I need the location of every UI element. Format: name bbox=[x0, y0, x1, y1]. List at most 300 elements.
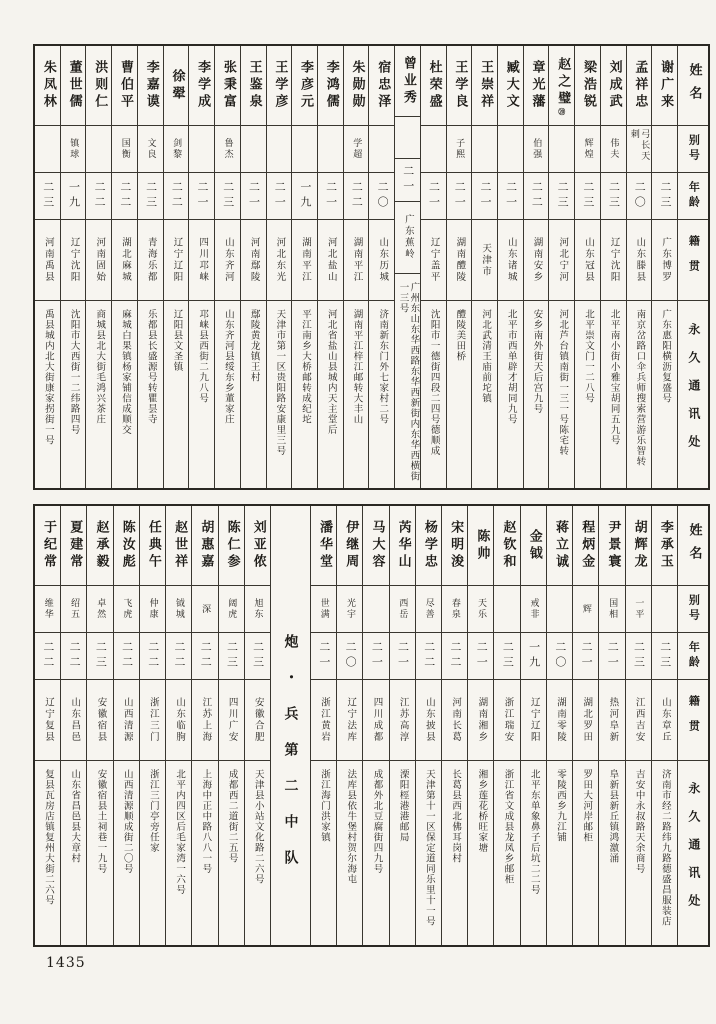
person-native-place: 山东章丘 bbox=[652, 679, 677, 760]
person-alias bbox=[494, 585, 519, 632]
person-column bbox=[389, 506, 415, 945]
person-native-place: 浙江三门 bbox=[140, 679, 165, 760]
person-native-place: 辽宁沈阳 bbox=[61, 219, 86, 300]
person-name: 臧大文 bbox=[503, 60, 519, 111]
person-age: 二三 bbox=[245, 632, 270, 679]
person-alias: 学超 bbox=[344, 125, 369, 172]
person-address: 成都西二道街二五号 bbox=[219, 760, 244, 945]
person-native-place: 山东历城 bbox=[369, 219, 394, 300]
person-name: 程炳金 bbox=[579, 520, 595, 571]
column-header-address: 永久通讯处 bbox=[678, 300, 708, 488]
person-alias: 辉煌 bbox=[575, 125, 600, 172]
person-alias: 维华 bbox=[35, 585, 60, 632]
person-alias: 国相 bbox=[599, 585, 624, 632]
person-alias: 春泉 bbox=[442, 585, 467, 632]
person-address: 复县瓦房店镇复州大街二六号 bbox=[35, 760, 60, 945]
footnote-mark: ⑳ bbox=[557, 107, 566, 115]
person-age: 二三 bbox=[575, 172, 600, 219]
person-address: 醴陵美田桥 bbox=[447, 300, 472, 488]
person-address: 零陵西乡九江铺 bbox=[547, 760, 572, 945]
person-address: 安徽宿县土祠巷一九号 bbox=[87, 760, 112, 945]
person-name: 章光藩 bbox=[529, 60, 545, 111]
person-alias bbox=[267, 125, 292, 172]
person-alias: 旭东 bbox=[245, 585, 270, 632]
person-age: 二〇 bbox=[369, 172, 394, 219]
person-column bbox=[266, 46, 292, 488]
column-header-alias: 别号 bbox=[678, 125, 708, 172]
person-name: 朱勋勋 bbox=[349, 60, 365, 111]
person-native-place: 四川广安 bbox=[219, 679, 244, 760]
person-address: 济南市经二路纬九路德盛昌服装店 bbox=[652, 760, 677, 945]
person-alias bbox=[35, 125, 60, 172]
person-address: 罗田大河岸邮柜 bbox=[573, 760, 598, 945]
person-column bbox=[60, 46, 86, 488]
person-column bbox=[139, 506, 165, 945]
person-name: 李彦元 bbox=[298, 60, 314, 111]
person-native-place: 山东滕县 bbox=[627, 219, 652, 300]
person-alias bbox=[292, 125, 317, 172]
person-address: 北平市西单辟才胡同九号 bbox=[498, 300, 523, 488]
person-name: 董世儒 bbox=[66, 60, 82, 111]
person-alias: 仲康 bbox=[140, 585, 165, 632]
person-column bbox=[394, 46, 420, 488]
person-name: 陈仁参 bbox=[224, 520, 240, 571]
person-column bbox=[651, 506, 677, 945]
person-name: 张秉富 bbox=[220, 60, 236, 111]
person-alias: 镇球 bbox=[61, 125, 86, 172]
person-address: 济南新东门外七家村二号 bbox=[369, 300, 394, 488]
person-column bbox=[85, 46, 111, 488]
person-native-place: 山西清源 bbox=[114, 679, 139, 760]
person-alias: 伟夫 bbox=[601, 125, 626, 172]
person-address: 天津第十一区保定道同乐里十一号 bbox=[416, 760, 441, 945]
person-address: 浙江省文成县龙凤乡邮柜 bbox=[494, 760, 519, 945]
person-native-place: 江苏上海 bbox=[192, 679, 217, 760]
header-column bbox=[677, 46, 708, 488]
person-age: 二三 bbox=[652, 632, 677, 679]
person-name: 潘华堂 bbox=[317, 520, 333, 571]
person-column bbox=[218, 506, 244, 945]
person-age: 二二 bbox=[524, 172, 549, 219]
person-age: 二二 bbox=[416, 632, 441, 679]
person-native-place: 山东临朐 bbox=[166, 679, 191, 760]
person-name: 李嘉谟 bbox=[143, 60, 159, 111]
person-age: 二二 bbox=[344, 172, 369, 219]
person-alias bbox=[395, 116, 420, 158]
person-native-place: 河南长葛 bbox=[442, 679, 467, 760]
person-native-place: 湖南平江 bbox=[344, 219, 369, 300]
person-address: 广州东山东华西路东华西新街内东华西横街一三号 bbox=[395, 273, 420, 488]
person-alias: 钺城 bbox=[166, 585, 191, 632]
person-column bbox=[415, 506, 441, 945]
person-column bbox=[420, 46, 446, 488]
person-native-place: 湖南平江 bbox=[292, 219, 317, 300]
person-alias bbox=[549, 125, 574, 172]
person-age: 一九 bbox=[521, 632, 546, 679]
person-alias bbox=[498, 125, 523, 172]
person-column bbox=[60, 506, 86, 945]
person-column bbox=[163, 46, 189, 488]
person-alias: 世满 bbox=[311, 585, 336, 632]
person-age: 二一 bbox=[311, 632, 336, 679]
person-column bbox=[111, 46, 137, 488]
person-age: 二三 bbox=[219, 632, 244, 679]
person-name: 王学彦 bbox=[272, 60, 288, 111]
person-native-place: 湖南零陵 bbox=[547, 679, 572, 760]
person-column bbox=[572, 506, 598, 945]
person-native-place: 辽宁辽阳 bbox=[164, 219, 189, 300]
person-address: 安乡南外街天后宫九号 bbox=[524, 300, 549, 488]
person-age: 二一 bbox=[421, 172, 446, 219]
person-address: 广东惠阳横沥复盛号 bbox=[652, 300, 677, 488]
person-age: 二三 bbox=[215, 172, 240, 219]
person-alias: 一平 bbox=[626, 585, 651, 632]
person-address: 北平内四区后毛家湾一六号 bbox=[166, 760, 191, 945]
person-name: 夏建常 bbox=[67, 520, 83, 571]
person-native-place: 天津市 bbox=[472, 219, 497, 300]
person-age: 二一 bbox=[267, 172, 292, 219]
person-alias: 尽善 bbox=[416, 585, 441, 632]
person-age: 二二 bbox=[114, 632, 139, 679]
person-alias bbox=[472, 125, 497, 172]
person-name: 宋明浚 bbox=[448, 520, 464, 571]
person-address: 长葛县西北佛耳岗村 bbox=[442, 760, 467, 945]
person-native-place: 青海乐都 bbox=[138, 219, 163, 300]
person-age: 二二 bbox=[140, 632, 165, 679]
person-column bbox=[441, 506, 467, 945]
person-native-place: 湖北麻城 bbox=[112, 219, 137, 300]
person-address: 北平东单象鼻子后坑二二号 bbox=[521, 760, 546, 945]
person-address: 上海中正中路八八一号 bbox=[192, 760, 217, 945]
person-alias: 剑黎 bbox=[164, 125, 189, 172]
person-address: 浙江海门洪家镇 bbox=[311, 760, 336, 945]
person-native-place: 山东齐河 bbox=[215, 219, 240, 300]
person-column bbox=[244, 506, 270, 945]
person-name: 赵世祥 bbox=[172, 520, 188, 571]
person-column bbox=[471, 46, 497, 488]
person-name: 王鉴泉 bbox=[246, 60, 262, 111]
person-age: 二一 bbox=[363, 632, 388, 679]
person-address: 山东省昌邑县大章村 bbox=[61, 760, 86, 945]
person-alias bbox=[86, 125, 111, 172]
person-name: 李学成 bbox=[195, 60, 211, 111]
person-name: 赵之璧 ⑳ bbox=[555, 56, 571, 115]
person-name: 曹伯平 bbox=[118, 60, 134, 111]
person-age: 二三 bbox=[626, 632, 651, 679]
person-name: 于纪常 bbox=[41, 520, 57, 571]
column-header-age: 年龄 bbox=[678, 172, 708, 219]
person-column bbox=[240, 46, 266, 488]
person-age: 二三 bbox=[35, 172, 60, 219]
person-native-place: 山东披县 bbox=[416, 679, 441, 760]
person-column bbox=[214, 46, 240, 488]
person-age: 二二 bbox=[61, 632, 86, 679]
person-name: 朱凤林 bbox=[40, 60, 56, 111]
person-address: 浙江三门亭旁任家 bbox=[140, 760, 165, 945]
column-header-alias: 别号 bbox=[678, 585, 708, 632]
person-age: 二二 bbox=[164, 172, 189, 219]
person-native-place: 河北盐山 bbox=[318, 219, 343, 300]
person-column bbox=[520, 506, 546, 945]
person-alias bbox=[318, 125, 343, 172]
person-age: 二〇 bbox=[547, 632, 572, 679]
person-native-place: 山东诸城 bbox=[498, 219, 523, 300]
person-age: 二二 bbox=[86, 172, 111, 219]
person-address: 天津市第一区贵阳路安康里三号 bbox=[267, 300, 292, 488]
person-alias: 伯强 bbox=[524, 125, 549, 172]
person-name: 金钺 bbox=[526, 528, 542, 563]
person-native-place: 安徽合肥 bbox=[245, 679, 270, 760]
person-age: 二一 bbox=[498, 172, 523, 219]
roster-table-top bbox=[33, 44, 710, 490]
person-age: 二二 bbox=[166, 632, 191, 679]
person-native-place: 四川邛崃 bbox=[189, 219, 214, 300]
person-age: 二三 bbox=[494, 632, 519, 679]
person-native-place: 辽宁辽阳 bbox=[521, 679, 546, 760]
person-age: 二二 bbox=[35, 632, 60, 679]
person-address: 吉安中永叔路天余商号 bbox=[626, 760, 651, 945]
person-age: 二一 bbox=[395, 158, 420, 200]
person-native-place: 河南禹县 bbox=[35, 219, 60, 300]
person-address: 天津县小站文化路二六号 bbox=[245, 760, 270, 945]
person-alias: 卓然 bbox=[87, 585, 112, 632]
person-address: 沈阳市一德街四段二四号德顺成 bbox=[421, 300, 446, 488]
person-age: 二二 bbox=[442, 632, 467, 679]
person-name: 王崇祥 bbox=[478, 60, 494, 111]
person-name: 赵钦和 bbox=[500, 520, 516, 571]
person-name: 李鸿儒 bbox=[323, 60, 339, 111]
person-alias bbox=[189, 125, 214, 172]
person-native-place: 浙江黄岩 bbox=[311, 679, 336, 760]
page-number: 1435 bbox=[46, 955, 86, 971]
person-native-place: 广东博罗 bbox=[652, 219, 677, 300]
person-age: 二一 bbox=[468, 632, 493, 679]
person-address: 商城县北大街毛鸿兴茶庄 bbox=[86, 300, 111, 488]
person-age: 二三 bbox=[652, 172, 677, 219]
person-age: 一九 bbox=[292, 172, 317, 219]
person-name: 杜荣盛 bbox=[426, 60, 442, 111]
person-age: 二三 bbox=[549, 172, 574, 219]
section-divider-label: 炮・兵第二中队 bbox=[282, 634, 299, 886]
person-native-place: 辽宁沈阳 bbox=[601, 219, 626, 300]
person-age: 二三 bbox=[601, 172, 626, 219]
person-native-place: 江西吉安 bbox=[626, 679, 651, 760]
person-name: 赵承毅 bbox=[93, 520, 109, 571]
roster-table-bottom bbox=[33, 504, 710, 947]
person-address: 溧阳桱港港邮局 bbox=[390, 760, 415, 945]
person-column bbox=[35, 46, 60, 488]
person-address: 邛崃县西街二九八号 bbox=[189, 300, 214, 488]
person-address: 湘乡莲花桥旺家塘 bbox=[468, 760, 493, 945]
person-name: 尹景寰 bbox=[605, 520, 621, 571]
person-name: 李承玉 bbox=[657, 520, 673, 571]
person-native-place: 湖南安乡 bbox=[524, 219, 549, 300]
person-alias bbox=[363, 585, 388, 632]
person-address: 北平南小街小雅宝胡同五九号 bbox=[601, 300, 626, 488]
person-address: 鄢陵黄龙镇王村 bbox=[241, 300, 266, 488]
person-name: 任典午 bbox=[145, 520, 161, 571]
person-column bbox=[600, 46, 626, 488]
person-alias: 国衡 bbox=[112, 125, 137, 172]
person-column bbox=[574, 46, 600, 488]
person-column bbox=[548, 46, 574, 488]
person-age: 二〇 bbox=[337, 632, 362, 679]
person-alias: 阔虎 bbox=[219, 585, 244, 632]
person-column bbox=[113, 506, 139, 945]
person-name: 宿忠泽 bbox=[375, 60, 391, 111]
person-age: 一九 bbox=[61, 172, 86, 219]
person-column bbox=[446, 46, 472, 488]
person-column bbox=[467, 506, 493, 945]
person-native-place: 河北东光 bbox=[267, 219, 292, 300]
person-column bbox=[493, 506, 519, 945]
person-column bbox=[165, 506, 191, 945]
person-alias: 子熙 bbox=[447, 125, 472, 172]
person-name: 刘成武 bbox=[606, 60, 622, 111]
person-address: 南京岔路口伞兵师搜索营游乐智转 bbox=[627, 300, 652, 488]
person-age: 二一 bbox=[447, 172, 472, 219]
person-alias: 深 bbox=[192, 585, 217, 632]
column-header-address: 永久通讯处 bbox=[678, 760, 708, 945]
person-alias: 绍五 bbox=[61, 585, 86, 632]
person-alias: 戒非 bbox=[521, 585, 546, 632]
person-column bbox=[35, 506, 60, 945]
person-native-place: 江苏高淳 bbox=[390, 679, 415, 760]
person-age: 二一 bbox=[241, 172, 266, 219]
person-column bbox=[191, 506, 217, 945]
person-address: 麻城白果镇杨家铺信成顺交 bbox=[112, 300, 137, 488]
person-address: 山西清源顺成街二〇号 bbox=[114, 760, 139, 945]
person-native-place: 辽宁法库 bbox=[337, 679, 362, 760]
person-native-place: 湖南湘乡 bbox=[468, 679, 493, 760]
person-name: 伊继周 bbox=[343, 520, 359, 571]
person-alias: 辉 bbox=[573, 585, 598, 632]
person-alias: 天乐 bbox=[468, 585, 493, 632]
person-address: 成都外北豆腐街四九号 bbox=[363, 760, 388, 945]
person-column bbox=[291, 46, 317, 488]
person-address: 沈阳市大西街一二纬路四号 bbox=[61, 300, 86, 488]
person-age: 二三 bbox=[138, 172, 163, 219]
person-name: 芮华山 bbox=[395, 520, 411, 571]
person-age: 二一 bbox=[472, 172, 497, 219]
person-name: 王学良 bbox=[452, 60, 468, 111]
person-alias bbox=[369, 125, 394, 172]
person-alias: 鲁杰 bbox=[215, 125, 240, 172]
person-column bbox=[362, 506, 388, 945]
person-column bbox=[310, 506, 336, 945]
person-address: 禹县城内北大街康家拐街一号 bbox=[35, 300, 60, 488]
person-name: 刘亚侬 bbox=[250, 520, 266, 571]
person-name: 蒋立诚 bbox=[552, 520, 568, 571]
header-column bbox=[677, 506, 708, 945]
person-alias bbox=[652, 125, 677, 172]
person-age: 二〇 bbox=[627, 172, 652, 219]
person-address: 北平崇文门一二八号 bbox=[575, 300, 600, 488]
person-name: 谢广来 bbox=[658, 60, 674, 111]
person-age: 二二 bbox=[192, 632, 217, 679]
person-address: 平江南乡大桥邮转成纪坨 bbox=[292, 300, 317, 488]
person-alias bbox=[547, 585, 572, 632]
person-column bbox=[626, 46, 652, 488]
person-native-place: 辽宁盖平 bbox=[421, 219, 446, 300]
person-address: 湖南平江梓江邮转大丰山 bbox=[344, 300, 369, 488]
person-name: 陈汝彪 bbox=[119, 520, 135, 571]
person-column bbox=[188, 46, 214, 488]
person-age: 二一 bbox=[318, 172, 343, 219]
column-header-name: 姓名 bbox=[686, 62, 702, 109]
person-column bbox=[625, 506, 651, 945]
person-native-place: 山东冠县 bbox=[575, 219, 600, 300]
person-native-place: 湖南醴陵 bbox=[447, 219, 472, 300]
person-address: 河北省盐山县城内天主堂后 bbox=[318, 300, 343, 488]
column-header-native-place: 籍贯 bbox=[678, 219, 708, 300]
column-header-native-place: 籍贯 bbox=[678, 679, 708, 760]
person-column bbox=[523, 46, 549, 488]
person-age: 二三 bbox=[87, 632, 112, 679]
person-column bbox=[336, 506, 362, 945]
person-age: 二二 bbox=[112, 172, 137, 219]
person-address: 辽阳县文圣镇 bbox=[164, 300, 189, 488]
person-column bbox=[368, 46, 394, 488]
person-alias: 飞虎 bbox=[114, 585, 139, 632]
person-native-place: 安徽宿县 bbox=[87, 679, 112, 760]
person-native-place: 山东昌邑 bbox=[61, 679, 86, 760]
person-name: 徐翚 bbox=[169, 68, 185, 103]
person-age: 二一 bbox=[189, 172, 214, 219]
person-column bbox=[546, 506, 572, 945]
person-column bbox=[137, 46, 163, 488]
person-name: 孟祥忠 bbox=[632, 60, 648, 111]
column-header-age: 年龄 bbox=[678, 632, 708, 679]
person-age: 二一 bbox=[599, 632, 624, 679]
person-name: 陈帅 bbox=[474, 528, 490, 563]
person-name: 梁浩锐 bbox=[580, 60, 596, 111]
person-alias: 西岳 bbox=[390, 585, 415, 632]
person-address: 山东齐河县绥东乡董家庄 bbox=[215, 300, 240, 488]
person-native-place: 河南鄢陵 bbox=[241, 219, 266, 300]
person-alias bbox=[652, 585, 677, 632]
column-header-name: 姓名 bbox=[686, 522, 702, 569]
person-address: 法库县依牛堡村贺尔海屯 bbox=[337, 760, 362, 945]
person-native-place: 广东蕉岭 bbox=[395, 201, 420, 273]
person-address: 河北武清王庙前坨镇 bbox=[472, 300, 497, 488]
person-native-place: 辽宁复县 bbox=[35, 679, 60, 760]
person-native-place: 热河阜新 bbox=[599, 679, 624, 760]
person-native-place: 浙江瑞安 bbox=[494, 679, 519, 760]
person-age: 二一 bbox=[390, 632, 415, 679]
person-alias: 文良 bbox=[138, 125, 163, 172]
person-column bbox=[651, 46, 677, 488]
person-name: 杨学忠 bbox=[421, 520, 437, 571]
person-name: 洪则仁 bbox=[92, 60, 108, 111]
person-address: 乐都县长盛源号转瞿昙寺 bbox=[138, 300, 163, 488]
person-alias: 光宇 bbox=[337, 585, 362, 632]
person-native-place: 四川成都 bbox=[363, 679, 388, 760]
person-native-place: 河北宁河 bbox=[549, 219, 574, 300]
person-address: 河北芦台镇南街一三一号陈宅转 bbox=[549, 300, 574, 488]
person-column bbox=[497, 46, 523, 488]
person-age: 二一 bbox=[573, 632, 598, 679]
person-alias bbox=[421, 125, 446, 172]
section-divider bbox=[270, 506, 310, 945]
person-column bbox=[343, 46, 369, 488]
person-column bbox=[317, 46, 343, 488]
person-native-place: 湖北罗田 bbox=[573, 679, 598, 760]
person-name: 曾业秀 bbox=[400, 55, 416, 107]
person-name: 马大容 bbox=[369, 520, 385, 571]
person-column bbox=[598, 506, 624, 945]
person-name: 胡惠嘉 bbox=[198, 520, 214, 571]
